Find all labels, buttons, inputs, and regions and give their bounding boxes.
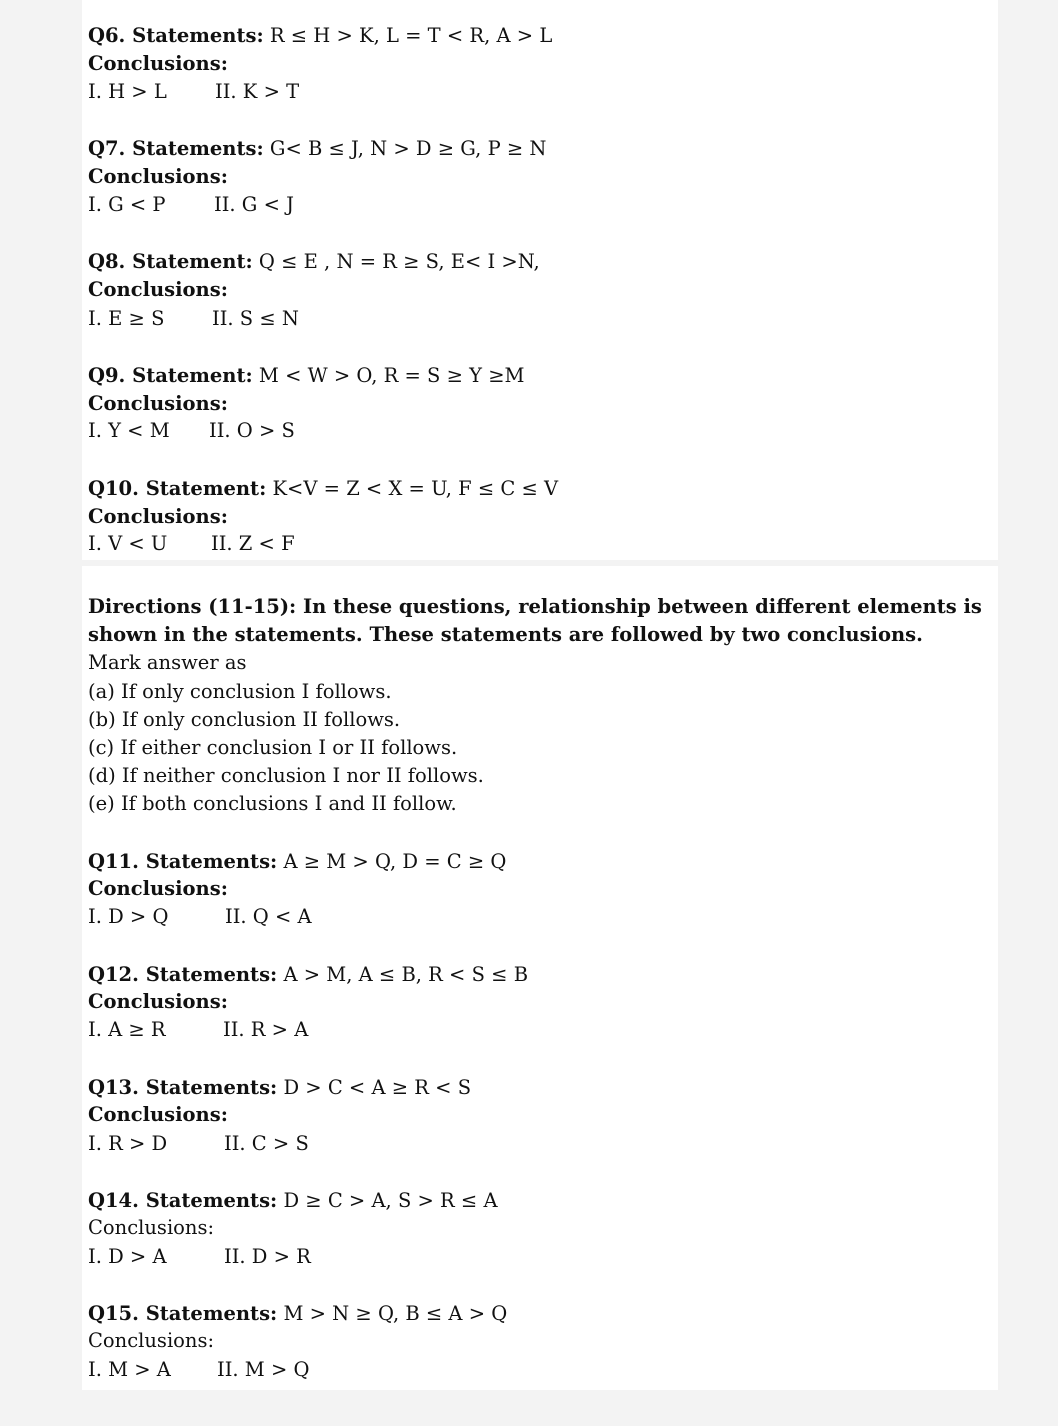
q13-statement [88,1074,471,1102]
q8-statement [88,248,540,276]
q7-expression: G< B ≤ J, N > D ≥ G, P ≥ N [263,137,547,160]
q6-label: Q6. Statements: [88,24,264,47]
q13-conclusion-1: I. R > D [88,1132,168,1155]
q15-conclusion-2: II. M > Q [217,1358,310,1381]
q11-conclusion-1: I. D > Q [88,905,169,928]
q11-statement [88,848,506,876]
directions-option-c: (c) If either conclusion I or II follows. [88,736,458,759]
q10-label: Q10. Statement: [88,477,267,500]
q9-conclusion-1: I. Y < M [88,419,170,442]
q13-conclusions-heading: Conclusions: [88,1103,228,1126]
q7-statement [88,135,547,163]
q9-conclusions-row [88,417,295,445]
q13-expression: D > C < A ≥ R < S [277,1076,472,1099]
q11-conclusion-2: II. Q < A [225,905,312,928]
q13-conclusions-row [88,1130,309,1158]
directions-option-a: (a) If only conclusion I follows. [88,680,392,703]
q6-conclusions-heading: Conclusions: [88,52,228,75]
q9-expression: M < W > O, R = S ≥ Y ≥M [252,364,525,387]
q15-conclusion-1: I. M > A [88,1358,171,1381]
q7-conclusion-1: I. G < P [88,193,166,216]
q12-label: Q12. Statements: [88,963,278,986]
q13-label: Q13. Statements: [88,1076,278,1099]
q8-conclusions-row [88,305,299,333]
q8-conclusions-heading: Conclusions: [88,278,228,301]
q6-expression: R ≤ H > K, L = T < R, A > L [263,24,553,47]
q14-statement [88,1187,498,1215]
q7-conclusions-heading: Conclusions: [88,165,228,188]
directions-mark-answer: Mark answer as [88,651,247,674]
q8-label: Q8. Statement: [88,250,253,273]
q10-conclusion-1: I. V < U [88,532,168,555]
q8-conclusion-2: II. S ≤ N [212,307,299,330]
q10-conclusions-heading: Conclusions: [88,505,228,528]
q11-expression: A ≥ M > Q, D = C ≥ Q [277,850,507,873]
q10-expression: K<V = Z < X = U, F ≤ C ≤ V [266,477,559,500]
q9-statement [88,362,525,390]
directions-option-d: (d) If neither conclusion I nor II follows. [88,764,484,787]
q14-conclusions-row [88,1243,311,1271]
q10-conclusion-2: II. Z < F [211,532,295,555]
q14-conclusion-1: I. D > A [88,1245,167,1268]
q9-conclusion-2: II. O > S [209,419,295,442]
q12-conclusion-1: I. A ≥ R [88,1018,166,1041]
q14-expression: D ≥ C > A, S > R ≤ A [277,1189,498,1212]
q15-label: Q15. Statements: [88,1302,278,1325]
directions-heading: Directions (11-15): In these questions, relationship between different elements is shown in the statements. These statements are followed by two conclusions. [88,595,982,646]
q6-statement [88,22,552,50]
q6-conclusion-1: I. H > L [88,80,167,103]
q10-conclusions-row [88,530,295,558]
q7-conclusion-2: II. G < J [214,193,294,216]
q12-statement [88,961,528,989]
q6-conclusion-2: II. K > T [215,80,300,103]
q7-label: Q7. Statements: [88,137,264,160]
directions-option-b: (b) If only conclusion II follows. [88,708,401,731]
q11-conclusions-row [88,903,312,931]
q15-statement [88,1300,507,1328]
q14-conclusion-2: II. D > R [224,1245,311,1268]
q13-conclusion-2: II. C > S [224,1132,309,1155]
q12-expression: A > M, A ≤ B, R < S ≤ B [277,963,529,986]
q12-conclusions-row [88,1016,309,1044]
q14-conclusions-heading: Conclusions: [88,1216,215,1239]
q14-label: Q14. Statements: [88,1189,278,1212]
q12-conclusions-heading: Conclusions: [88,990,228,1013]
q9-conclusions-heading: Conclusions: [88,392,228,415]
q10-statement [88,475,558,503]
q15-expression: M > N ≥ Q, B ≤ A > Q [277,1302,508,1325]
q12-conclusion-2: II. R > A [223,1018,309,1041]
q6-conclusions-row [88,78,300,106]
directions-option-e: (e) If both conclusions I and II follow. [88,792,457,815]
q9-label: Q9. Statement: [88,364,253,387]
q7-conclusions-row [88,191,294,219]
q15-conclusions-row [88,1356,310,1384]
q11-conclusions-heading: Conclusions: [88,877,228,900]
q8-expression: Q ≤ E , N = R ≥ S, E< I >N, [252,250,540,273]
q15-conclusions-heading: Conclusions: [88,1329,215,1352]
q11-label: Q11. Statements: [88,850,278,873]
q8-conclusion-1: I. E ≥ S [88,307,165,330]
